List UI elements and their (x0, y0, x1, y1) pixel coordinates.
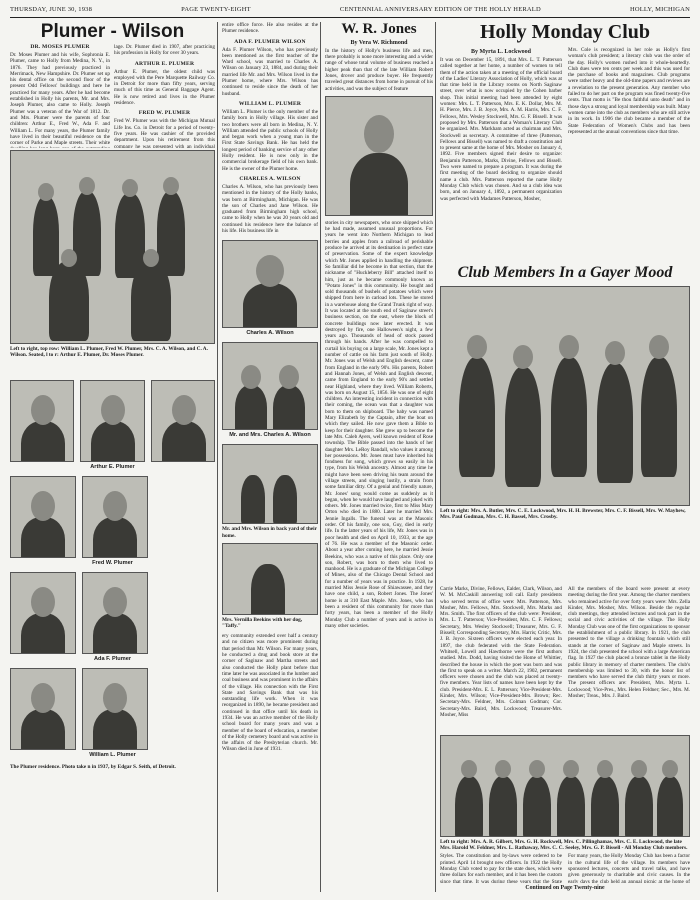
holly-headline: Holly Monday Club (479, 22, 651, 43)
residence-caption: The Plumer residence. Photo take n in 1937, by Edgar S. Seith, of Detroit. (10, 764, 176, 770)
holly-body-3: Carrie Marks, Divine, Fellows, Ealder, Clark, Wilson, and W. M. McCaskill answering roll call. Early presidents who served terms of office were: Mrs. Patterson, Mrs. Mosher, Mrs. Fellows, Mrs. Stockwell, Mrs. Marks and Mrs. Smith. The first officers of the club were: President, Mrs. L. T. Patterson; Vice-President, Mrs. C. F. Fellows; Secretary, Mrs. Wesley Stockwell; Treasurer, Mrs. G. F. Bissell; Corresponding Secretary, Mrs. Harris; Critic, Mrs. J. B. Joyce. Sixteen officers were elected each year. In 1897, the club federated with the State Federation. Whitsell, Lowell and Hawthorne were the first authors studied. Mrs. Dodd, having visited the Home of Whittier, described the house in which the poet was born and was the first to speak on a writer. March 22, 1902, permanent officers were chosen and the club was placed at twenty-five members. Year lists of names have been kept by the club. President-Mrs. E. L. Patterson; Vice-President-Mrs. Kinder, Mrs. Wilson; Vice-President-Mrs. Brown; Rec. Secretary-Mrs. Feldner, Mrs. Colman Godman; Cor. Secretary-Mrs. Baird, Mrs. Lockwood; Treasurer-Mrs. Mosher, Miss (440, 586, 562, 718)
holly-body-2: Mrs. Cole is recognized in her role as Holly's first woman's club president; a literary club was the order of the day. Holly's women rushed into it whole-heartedly. Club dues were ten cents per week and this was used for the purchase of books and magazines. Club programs were rather heavy and the old-time papers and reviews are a revelation to the present generation. Any member who failed to do her part on the program was fined twenty-five cents. That motto is "Be thou faithful unto death" and in those days a strong and loyal membership was built. Many women came into the club as members who are still active in its work. In 1906 the club became a member of the State Federation of Women's Clubs and has been represented at the annual conventions since that time. (568, 47, 690, 135)
jones-headline: W. R. Jones (341, 22, 417, 37)
top-rule (10, 17, 690, 18)
ada-photo-2 (82, 572, 148, 654)
holly-body-6: For many years, the Holly Monday Club has been a factor in the cultural life of the village. Its members have sponsored lectures, concerts and travel talks, and have given generously to charitable and civic causes. In the early days the club held an annual picnic at the home of (568, 853, 690, 884)
ada-photo (10, 572, 76, 654)
plumer-body-3: Arthur E. Plumer, the oldest child was employed with the Pere Marquette Railway Co. in Detroit for more than fifty years, serving much of this time as General Baggage Agent. He is now retired and lives in the Plumer residence. (114, 68, 215, 107)
holly-body-1: It was on December 15, 1891, that Mrs. L. T. Patterson called together at her home, a number of women to tell them of the action taken at a meeting of the official board of the Ladies' Literary Association of Holly, which was at that time held in the Library rooms on North Saginaw street, over what is now occupied by the Cohen barber shop. This initial meeting had been attended by eight women: Mrs. L. T. Patterson, Mrs. E. K. Dollar, Mrs. M. H. Pierce, Mrs. J. B. Joyce, Mrs. A. M. Harris, Mrs. C. F. Fellows, Mrs. Wesley Stockwell, Mrs. G. F. Bissell. It was proposed by Mrs. Patterson that a Woman's Literary Club be organized. Mrs. Markham acted as chairman and Mrs. Stockwell as secretary. A committee of three (Patterson, Fellows and Bissell) was named to draft a constitution and to present same at the home of Mrs. Mosher on January 4, 1892. Five members signed their desire to organize: Benjamin Patterson, Marks, Divine, Fellows and Bissell. Two were named to prepare a program. It was during the first meeting of the board deciding to organize should name a club. Mrs. Patterson reported the name Holly Monday Club which was chosen. And so a club idea was born, and on January 4, 1892, a permanent organization was perfected with Madames Patterson, Mosher, (440, 57, 562, 202)
plumer-body-2: lage. Dr. Plumer died in 1907, after practicing his profession in Holly for over 30 years. (114, 44, 215, 57)
holly-lower-block (440, 735, 690, 900)
holly-col-6 (568, 853, 690, 883)
column-rule (435, 22, 436, 892)
subhead-charles: CHARLES A. WILSON (239, 175, 301, 182)
plumer-col-1 (10, 44, 110, 148)
portraits-block (10, 380, 215, 895)
holly-col-1 (440, 47, 562, 257)
back-yard-caption: Mr. and Mrs. Wilson in back yard of their home. (222, 526, 317, 539)
holly-headline-block (440, 22, 690, 46)
wilson-continued: ery community extended over half a century and no citizen was more prominent during that period than Mr. Wilson. For many years, he conducted a drug and book store at the corner of Saginaw and Martha streets and also conducted the Holly plant before that time later he was associated in the lumber and coal business and was prominent in the affairs of the village. His connection with the First State and Savings Bank that was his outstanding life work. When it was reorganized in 1890, he became president and continued in that office until his death in 1934. He was an active member of the Holly school board for many years and was a member of the board of education, a member of the Holly cemetery board and was active in the affairs of the Presbyterian church. Mr. Wilson died in June of 1931. (222, 633, 318, 753)
couple-label: Mr. and Mrs. Charles A. Wilson (229, 432, 311, 439)
subhead-ada: ADA F. PLUMER WILSON (234, 38, 306, 45)
charles-label: Charles A. Wilson (246, 330, 294, 337)
members-photo (440, 735, 690, 837)
subhead-william: WILLIAM L. PLUMER (238, 100, 302, 107)
group-photo-block (10, 150, 215, 378)
group-caption: Left to right, top row: William L. Plumer, Fred W. Plumer, Mrs. C. A. Wilson, and C. A. Wilson. Seated, l to r: Arthur E. Plumer, Dr. Moses Plumer. (10, 346, 208, 359)
holly-col-4 (568, 586, 690, 736)
william-photo-2 (82, 668, 148, 750)
arthur-photo-2 (80, 380, 144, 462)
jones-article (325, 22, 433, 895)
plumer-headline-block (10, 22, 215, 42)
gayer-mood-heading: Club Members In a Gayer Mood (457, 264, 673, 281)
plumer-body-5: entire office force. He also resides at the Plumer residence. (222, 22, 318, 35)
plumer-body-6: Ada F. Plumer Wilson, who has previously been mentioned as the first teacher of the Ward school, was married to Charles A. Wilson on January 23, 1884, and during their married life Mr. and Mrs. Wilson lived in the Plumer home, where Mrs. Wilson has continued to reside since the death of her husband. (222, 46, 318, 97)
subhead-arthur: ARTHUR E. PLUMER (134, 60, 195, 67)
subhead-moses: DR. MOSES PLUMER (30, 44, 90, 50)
wilson-column (222, 22, 318, 895)
column-rule (320, 22, 321, 892)
arthur-photo-3 (151, 380, 215, 462)
plumer-body-4: Fred W. Plumer was with the Michigan Mutual Life Ins. Co. in Detroit for a period of twenty-five years. He was cashier of the provided department. Upon his retirement from this company he was presented with an individual (114, 118, 215, 148)
group-photo (10, 150, 215, 344)
holly-col-5 (440, 853, 562, 883)
plumer-headline: Plumer - Wilson (40, 22, 185, 42)
holly-col-3 (440, 586, 562, 736)
jones-photo (325, 96, 433, 216)
folio-edition: CENTENNIAL ANNIVERSARY EDITION OF THE HOLLY HERALD (339, 6, 541, 13)
page-folio (10, 6, 690, 16)
plumer-body-1: Dr. Moses Plumer and his wife, Sophronia E. Plumer, came to Holly from Medina, N. Y., in 1876. They had previously practiced in Merrimack, New Hampshire. Dr. Plumer set up his dental office on the second floor of the present Odd Fellows' buildings and here he practiced for many years. After he had become established in Holly his parents, Mr. and Mrs. Joseph Plumer, also came to Holly. Joseph Plumer was a veteran of the War of 1812. Dr. and Mrs. Plumer were the parents of four children: Arthur E., Fred W., Ada F. and William L. For many years, the Plumer family have lived in their beautiful residence on the corner of Parke and Maple streets. Their white (10, 52, 110, 147)
folio-place: HOLLY, MICHIGAN (629, 6, 690, 13)
gayer-mood-block (440, 258, 690, 584)
couple-photo (222, 342, 318, 430)
charles-photo (222, 240, 318, 328)
jones-body-2: stories in city newspapers, who once shipped which he had made, assumed unusual proportions. For years he went into Northern Michigan to lead berries and apples from a railroad of perishable produce he arrived at its destination in perfect state of preservation. Some of the expert knowledge which Mr. Jones applied in handling the shipment. So familiar did he become in that section, that the nickname of "Huckleberry Bill" attached itself to him, just as he became commonly known as "Potato Jones" in this community. He bought and sold thousands of bushels of potatoes which were shipped from here in carload lots. These he stored in a warehouse along the Grand Trunk right of way. It was located at the south end of Saginaw street's business section, on the east, where the block of concrete buildings now later erected. It was destroyed by fire, one Halloween's night, a few years ago. Thousands of head of stock passed through his hands. After he was compelled to curtail his buying on a large scale, Mr. Jones kept a number of cattle on his farm just south of Holly. Mr. Jones was of Welsh and English descent, came from England in the early 90's. His parents, Robert and Hannah Jones, of Welsh and English descent, came from England to the early 90's and settled near Highland, where they lived. William Roberts, was born on August 15, 1856. He was one of eight children. An interesting incident in connection with their coming, the ocean was that a daughter was born to them on shipboard. The baby was named Mary Elizabeth by the Captain, after the boat on which they sailed. He now gave them a Bible to keep for their daughter. She grew up to become the late Mrs. Caleb Ayers, well known resident of Rose township. The Bible passed into the hands of her daughter Mrs. LeRoy Randall, who values it among her possessions. Mr. Jones must have inherited his fondness for song, which grows so easily in his type, from his Welsh ancestry. Almost any time he might have been seen driving his team around the village streets, and singing lustily, a strain from some familiar ditty. Of a genial and friendly nature, Mr. Jones' song would come as suddenly as it began, when he would have laughed and joked with others. Mr. Jones married twice, first to Miss Mary Orton who died in 1880. Later he married Mrs. Jennie Ingalls. The funeral was at the Masonic order. Of his family, one son, Guy, died in early life. In the latter years of his life, Mr. Jones was in poor health and died on April 10, 1933, at the age of 76. He was a member of the Masonic order. About a year after coming here, he married Jessie Beekins, who was a native of this place. Only one son, Robert, was born to them who lived to manhood. He is a graduate of the Michigan College of Mines, also of the Chicago Dental School and for a number of years was in practice. In 1928, he married Miss Jessie Rose of Shiawassee, and they have one child, a son, Robert Jones. The Jones' home is at 310 East Maple. Mrs. Jones, who has been a resident of this community for more than forty years, has been a member of the Holly Monday Club a number of years and is active in many other societies. (325, 219, 433, 629)
jones-byline: By Vera W. Richmond (350, 39, 408, 46)
folio-date: THURSDAY, JUNE 30, 1938 (10, 6, 93, 13)
holly-byline: By Myrta L. Lockwood (471, 49, 531, 55)
william-label: William L. Plumer (89, 752, 136, 758)
folio-page: PAGE TWENTY-EIGHT (181, 6, 251, 13)
gayer-mood-caption: Left to right: Mrs. A. Butler, Mrs. C. E. Lockwood, Mrs. H. H. Brewster, Mrs. C. F. Bissell, Mrs. W. Mayhew, Mrs. Paul Godman, Mrs. C. H. Bassel, Mrs. Crosby. (440, 508, 686, 521)
jones-body-1: In the history of Holly's business life and men, there probably is none more interesting and a wider range of whose total volume of business reached a higher peak than that of the late William Robert Jones, drover and produce buyer. He frequently traveled great distances from home in pursuit of his activities, and was the subject of feature (325, 47, 433, 92)
arthur-photo (10, 380, 74, 462)
holly-body-5: Styles. The constitution and by-laws were ordered to be printed. April 14 brought new officers. In 1922 the Holly Monday Club voted to pay for the state dues, which were three dollars for each member, and it has been the custom since that time. It was during these years that the State (440, 853, 562, 884)
holly-col-2 (568, 47, 690, 257)
plumer-col-2 (114, 44, 215, 148)
column-rule (217, 22, 218, 892)
arthur-label: Arthur E. Plumer (90, 464, 135, 470)
fred-label: Fred W. Plumer (92, 560, 133, 566)
beekins-photo (222, 543, 318, 615)
william-photo (10, 668, 76, 750)
members-caption: Left to right: Mrs. A. R. Gilbert, Mrs. G. H. Rockwell, Mrs. C. Pillinghamas, Mrs. C. E. Lockwood, the late Mrs. Harold W. Feldner, Mrs. L. Rathaway, Mrs. C. C. Seeley, Mrs. G. P. Bissell - All Monday Club members. (440, 839, 688, 852)
plumer-body-7: William L. Plumer is the only member of the family born in Holly village. His sister and two brothers were all born in Medina, N. Y. William attended the public schools of Holly and began work when a young man in the First State Savings Bank. He has held the longest period of banking service of any other Holly resident. He is now only in the commercial brokerage field of his own bank. He is the owner of the Plumer home. (222, 108, 318, 172)
fred-photo (10, 476, 76, 558)
beekins-caption: Mrs. Vernilla Beekins with her dog, "Taffy." (222, 616, 303, 629)
holly-body-4: All the members of the board were present at every meeting during the first year. Among the charter members who remained active for over forty years were: Mrs. Zella Kinder, Mrs. Mosher, Mrs. Wilson. Beside the regular club meetings, they attended lectures and took part in the social and civic activities of the village. The Holly Monday Club was one of the first organizations to sponsor the establishment of a public library. In 1921, the club presented to the village a drinking fountain which still stands at the corner of Saginaw and Maple streets. In 1924, the club presented the school with a large American flag. In 1927 the club placed a bronze tablet in the Holly public library in memory of charter members. The club's membership was limited to 30, with the honor list of members who have served the club thirty years or more. The present officers are: President, Mrs. Myrta L. Lockwood; Vice-Pres., Mrs. Helen Feldner; Sec., Mrs. M. Mosher; Treas., Mrs. J. Baird. (568, 586, 690, 700)
fred-photo-2 (82, 476, 148, 558)
gayer-mood-photo (440, 286, 690, 506)
continued-note: Continued on Page Twenty-nine (525, 885, 605, 892)
subhead-fred: FRED W. PLUMER (138, 110, 191, 117)
plumer-body-8: Charles A. Wilson, who has previously been mentioned in the history of the Holly banks, was born at Birmingham, Michigan. He was the son of Charles and Jane Wilson. He graduated from Birmingham high school, came to Holly when he was 20 years old and continued his residence here the balance of his life. His business life in (222, 183, 318, 235)
ada-label: Ada F. Plumer (94, 656, 131, 662)
back-yard-photo (222, 444, 318, 524)
